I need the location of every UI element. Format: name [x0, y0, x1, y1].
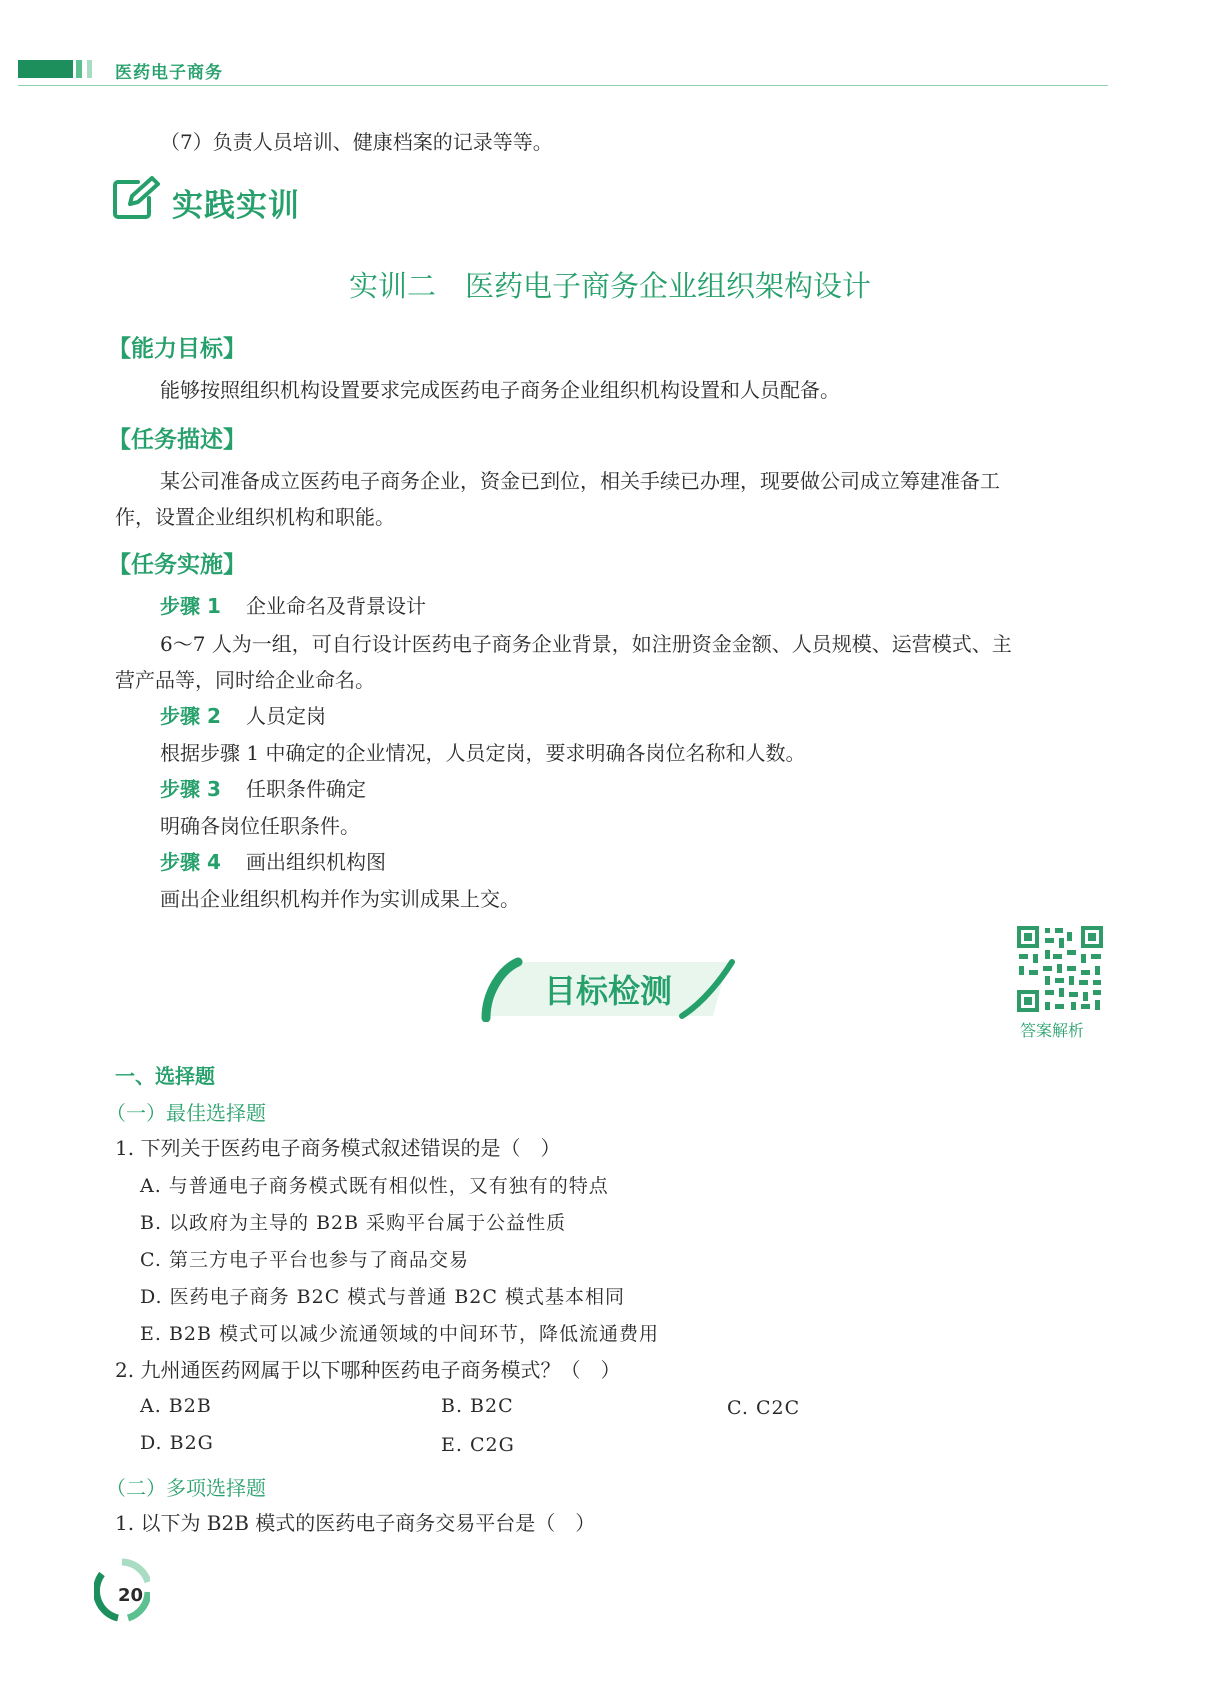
section-choice-heading: 一、选择题: [115, 1064, 215, 1088]
sub-best-choice-heading: （一）最佳选择题: [106, 1101, 266, 1125]
task-desc-heading: 【任务描述】: [108, 427, 246, 453]
step-1-desc-line1: 6～7 人为一组，可自行设计医药电子商务企业背景，如注册资金金额、人员规模、运营模式、主: [160, 632, 1012, 656]
step-label: 步骤 1: [160, 594, 221, 618]
question-2-option-a: A. B2B: [140, 1395, 212, 1417]
step-title: 人员定岗: [245, 704, 326, 728]
step-2-desc: 根据步骤 1 中确定的企业情况，人员定岗，要求明确各岗位名称和人数。: [160, 741, 806, 765]
edit-note-icon: [112, 176, 160, 220]
header-divider: [18, 85, 1108, 86]
sub-multiple-choice-heading: （二）多项选择题: [106, 1476, 266, 1500]
qr-code-icon[interactable]: [1015, 924, 1105, 1014]
step-2: [160, 698, 326, 734]
question-3-stem: 1. 以下为 B2B 模式的医药电子商务交易平台是（ ）: [115, 1511, 596, 1535]
practice-heading: 实践实训: [172, 188, 300, 224]
question-1-option-c: C. 第三方电子平台也参与了商品交易: [140, 1249, 469, 1271]
task-desc-line1: 某公司准备成立医药电子商务企业，资金已到位，相关手续已办理，现要做公司成立筹建准备工: [160, 469, 1000, 493]
step-label: 步骤 2: [160, 704, 221, 728]
task-desc-line2: 作，设置企业组织机构和职能。: [115, 505, 395, 529]
question-2-stem: 2. 九州通医药网属于以下哪种医药电子商务模式？（ ）: [115, 1358, 621, 1382]
question-2-option-d: D. B2G: [140, 1432, 214, 1454]
header-bar-mid: [76, 60, 82, 78]
intro-item: （7）负责人员培训、健康档案的记录等等。: [160, 130, 553, 154]
question-1-stem: 1. 下列关于医药电子商务模式叙述错误的是（ ）: [115, 1136, 561, 1160]
question-2-option-e: E. C2G: [441, 1434, 515, 1456]
step-title: 任职条件确定: [245, 777, 366, 801]
step-label: 步骤 3: [160, 777, 221, 801]
assessment-banner-title: 目标检测: [543, 972, 672, 1010]
header-bar-dark: [18, 60, 73, 78]
training-title: 实训二 医药电子商务企业组织架构设计: [348, 269, 871, 303]
task-impl-heading: 【任务实施】: [108, 552, 246, 578]
question-1-option-a: A. 与普通电子商务模式既有相似性，又有独有的特点: [140, 1175, 609, 1197]
question-2-option-c: C. C2C: [727, 1397, 801, 1419]
step-title: 企业命名及背景设计: [245, 594, 426, 618]
page-number: 20: [118, 1585, 144, 1606]
header-bar-light: [87, 60, 92, 78]
question-1-option-b: B. 以政府为主导的 B2B 采购平台属于公益性质: [140, 1212, 567, 1234]
step-4-desc: 画出企业组织机构并作为实训成果上交。: [160, 887, 520, 911]
step-3: [160, 771, 366, 807]
qr-answer-label[interactable]: 答案解析: [1020, 1021, 1085, 1040]
step-title: 画出组织机构图: [245, 850, 386, 874]
header-book-title: 医药电子商务: [115, 63, 223, 83]
question-1-option-e: E. B2B 模式可以减少流通领域的中间环节，降低流通费用: [140, 1323, 660, 1345]
question-2-option-b: B. B2C: [441, 1395, 514, 1417]
step-3-desc: 明确各岗位任职条件。: [160, 814, 360, 838]
step-label: 步骤 4: [160, 850, 221, 874]
step-1: [160, 588, 426, 624]
ability-text: 能够按照组织机构设置要求完成医药电子商务企业组织机构设置和人员配备。: [160, 378, 840, 402]
question-1-option-d: D. 医药电子商务 B2C 模式与普通 B2C 模式基本相同: [140, 1286, 625, 1308]
ability-heading: 【能力目标】: [108, 336, 246, 362]
step-1-desc-line2: 营产品等，同时给企业命名。: [115, 668, 375, 692]
step-4: [160, 844, 386, 880]
